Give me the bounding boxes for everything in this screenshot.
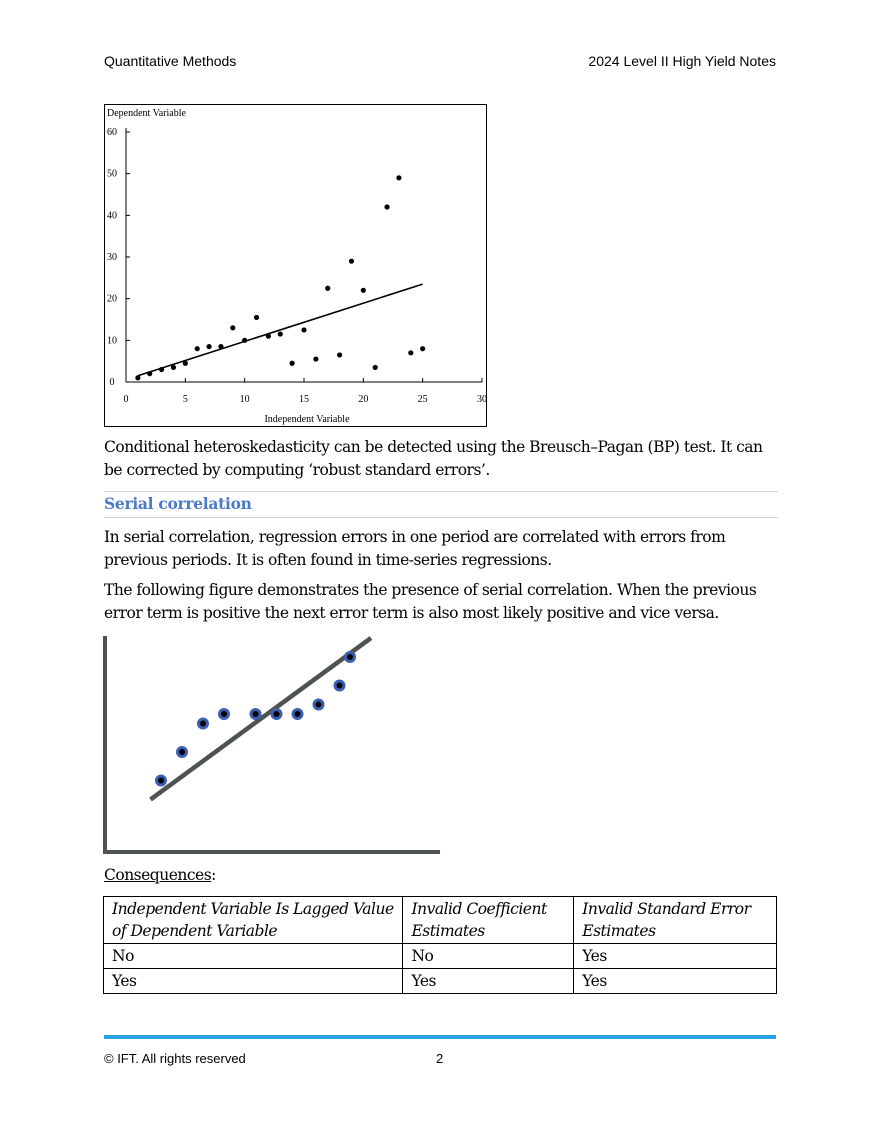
data-point xyxy=(344,651,356,663)
data-point xyxy=(313,356,318,361)
x-tick-label: 20 xyxy=(358,394,369,405)
table-cell: Yes xyxy=(574,969,777,994)
data-point xyxy=(337,352,342,357)
chart-frame xyxy=(105,105,487,427)
data-point xyxy=(183,361,188,366)
footer-copyright: © IFT. All rights reserved xyxy=(104,1051,246,1066)
table-header-cell: Invalid Coefficient Estimates xyxy=(403,897,574,944)
footer-rule xyxy=(104,1035,776,1039)
consequences-table xyxy=(103,896,777,994)
table-cell: Yes xyxy=(403,969,574,994)
data-point xyxy=(266,334,271,339)
y-tick-label: 20 xyxy=(107,293,117,305)
y-tick-label: 40 xyxy=(107,210,117,222)
data-point-inner xyxy=(179,749,185,755)
data-point xyxy=(218,344,223,349)
table-header-cell: Independent Variable Is Lagged Value of Dependent Variable xyxy=(104,897,403,944)
y-tick-label: 60 xyxy=(107,127,117,138)
data-point xyxy=(176,746,188,758)
consequences-colon: : xyxy=(211,866,216,884)
serial-correlation-figure xyxy=(100,630,450,860)
data-point xyxy=(408,350,413,355)
x-tick-label: 15 xyxy=(299,394,309,405)
data-point xyxy=(250,708,262,720)
data-point-inner xyxy=(158,778,164,784)
section-title: Serial correlation xyxy=(104,494,252,513)
data-point-inner xyxy=(274,711,280,717)
data-point xyxy=(254,315,259,320)
data-point-inner xyxy=(253,711,259,717)
data-point xyxy=(230,325,235,330)
data-point xyxy=(325,286,330,291)
data-point xyxy=(242,338,247,343)
data-point xyxy=(290,361,295,366)
data-point xyxy=(271,708,283,720)
table-cell: Yes xyxy=(104,969,403,994)
data-point xyxy=(334,680,346,692)
table-header-cell: Invalid Standard Error Estimates xyxy=(574,897,777,944)
data-point xyxy=(384,204,389,209)
consequences-label xyxy=(104,866,216,884)
x-tick-label: 5 xyxy=(182,394,188,405)
x-tick-label: 0 xyxy=(123,394,129,405)
data-point-inner xyxy=(295,711,301,717)
data-point-inner xyxy=(337,683,343,689)
data-point xyxy=(292,708,304,720)
x-axis-label: Independent Variable xyxy=(264,414,350,425)
y-tick-label: 30 xyxy=(107,252,117,263)
y-tick-label: 10 xyxy=(107,335,117,347)
y-tick-label: 50 xyxy=(107,168,117,180)
x-tick-label: 30 xyxy=(477,394,487,405)
data-point xyxy=(420,346,425,351)
table-row xyxy=(104,969,777,994)
data-point xyxy=(361,288,366,293)
data-point xyxy=(155,775,167,787)
data-point-inner xyxy=(200,721,206,727)
data-point-inner xyxy=(316,702,322,708)
y-axis-label: Dependent Variable xyxy=(107,108,186,119)
header-right: 2024 Level II High Yield Notes xyxy=(588,53,776,69)
table-cell: Yes xyxy=(574,944,777,969)
table-row xyxy=(104,944,777,969)
table-header-row xyxy=(104,897,777,944)
data-point xyxy=(195,346,200,351)
header-left: Quantitative Methods xyxy=(104,53,237,69)
data-point xyxy=(135,375,140,380)
data-point-inner xyxy=(221,711,227,717)
x-tick-label: 25 xyxy=(417,394,428,405)
page-number: 2 xyxy=(436,1051,444,1066)
data-point xyxy=(206,344,211,349)
y-tick-label: 0 xyxy=(109,377,115,388)
data-point xyxy=(313,699,325,711)
data-point xyxy=(301,327,306,332)
table-cell: No xyxy=(403,944,574,969)
data-point xyxy=(349,259,354,264)
section-rule-bottom xyxy=(104,517,778,518)
trend-line xyxy=(151,638,372,800)
paragraph-bp-test: Conditional heteroskedasticity can be detected using the Breusch–Pagan (BP) test. It can be corrected by computing ‘robust standard errors’. xyxy=(104,438,763,479)
section-rule-top xyxy=(104,491,778,492)
paragraph-serial-correlation-definition: In serial correlation, regression errors in one period are correlated with errors from previous periods. It is often found in time-series regressions. xyxy=(104,528,726,569)
data-point xyxy=(171,365,176,370)
data-point xyxy=(218,708,230,720)
table-cell: No xyxy=(104,944,403,969)
x-tick-label: 10 xyxy=(239,394,250,405)
heteroskedasticity-scatter-chart xyxy=(104,104,488,428)
paragraph-serial-correlation-figure: The following figure demonstrates the presence of serial correlation. When the previous error term is positive the next error term is also most likely positive and vice versa. xyxy=(104,581,757,622)
data-point xyxy=(197,718,209,730)
data-point xyxy=(147,371,152,376)
data-point xyxy=(278,331,283,336)
consequences-label-text: Consequences xyxy=(104,866,212,884)
data-point xyxy=(396,175,401,180)
data-point-inner xyxy=(347,654,353,660)
data-point xyxy=(373,365,378,370)
data-point xyxy=(159,367,164,372)
